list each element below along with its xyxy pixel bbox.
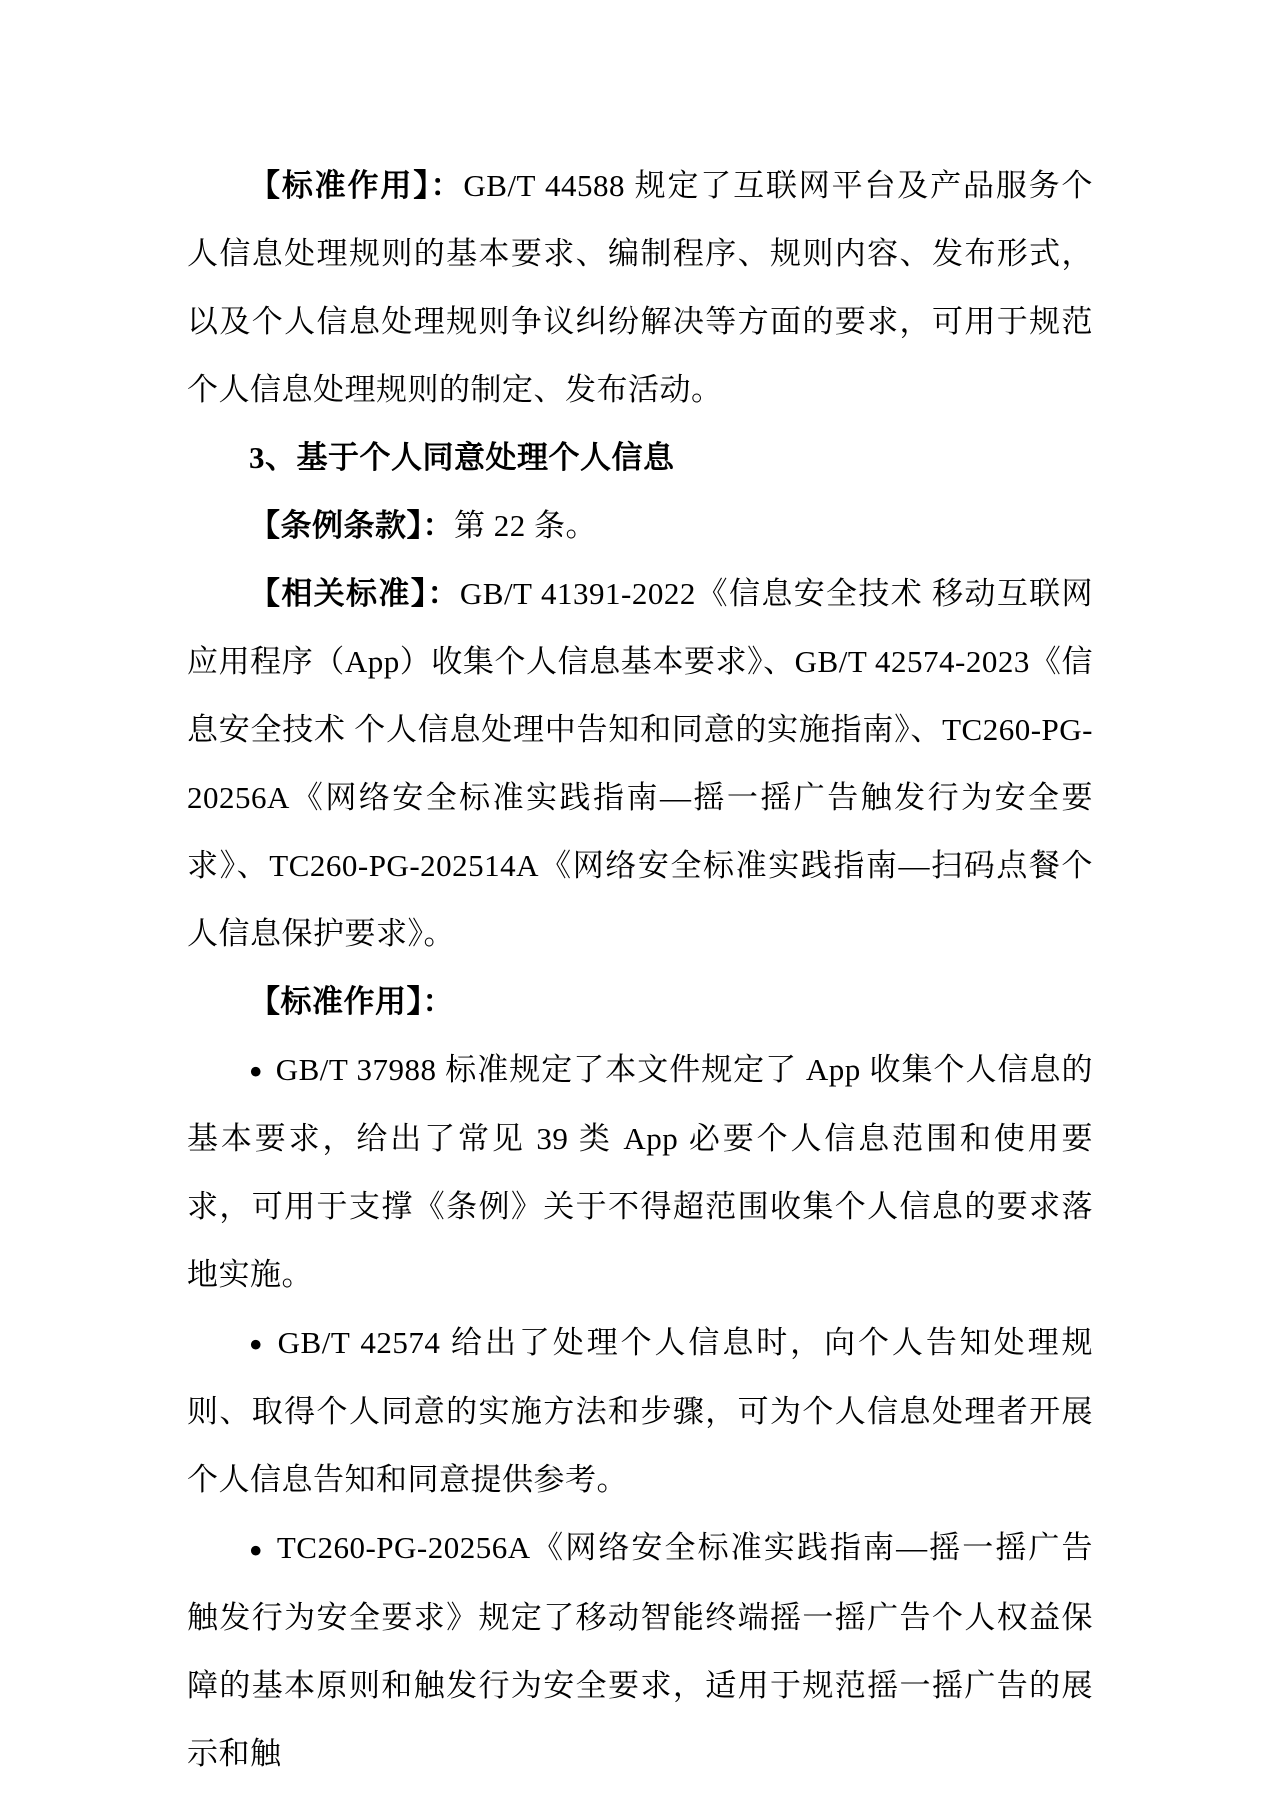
paragraph-standard-role-header xyxy=(187,968,1093,1036)
paragraph-text: GB/T 41391-2022《信息安全技术 移动互联网应用程序（App）收集个人信息基本要求》、GB/T 42574-2023《信息安全技术 个人信息处理中告知和同意的实施指南》、TC260-PG-20256A《网络安全标准实践指南—摇一摇广告触发行为安全要求》、TC260-PG-202514A《网络安全标准实践指南—扫码点餐个人信息保护要求》。 xyxy=(187,576,1093,951)
bullet-text: TC260-PG-20256A《网络安全标准实践指南—摇一摇广告触发行为安全要求》规定了移动智能终端摇一摇广告个人权益保障的基本原则和触发行为安全要求，适用于规范摇一摇广告的展示和触 xyxy=(187,1530,1093,1771)
bullet-item-gbt42574 xyxy=(187,1309,1093,1514)
bullet-icon: ● xyxy=(249,1536,265,1562)
paragraph-standard-role-gbt44588 xyxy=(187,152,1093,424)
paragraph-label-related-standards: 【相关标准】： xyxy=(249,576,460,611)
bullet-text: GB/T 42574 给出了处理个人信息时，向个人告知处理规则、取得个人同意的实施方法和步骤，可为个人信息处理者开展个人信息告知和同意提供参考。 xyxy=(187,1325,1093,1498)
bullet-icon: ● xyxy=(249,1058,264,1084)
section-heading-consent: 3、基于个人同意处理个人信息 xyxy=(249,440,675,475)
paragraph-label-regulation-clause: 【条例条款】： xyxy=(249,508,454,543)
bullet-icon: ● xyxy=(249,1331,266,1357)
paragraph-label-standard-role: 【标准作用】： xyxy=(249,984,454,1019)
bullet-text: GB/T 37988 标准规定了本文件规定了 App 收集个人信息的基本要求，给出了常见 39 类 App 必要个人信息范围和使用要求，可用于支撑《条例》关于不得超范围收集个人信息的要求落地实施。 xyxy=(187,1052,1093,1293)
bullet-item-gbt37988 xyxy=(187,1036,1093,1309)
paragraph-label-standard-role: 【标准作用】： xyxy=(249,168,464,203)
paragraph-regulation-clause xyxy=(187,492,1093,560)
paragraph-text: GB/T 44588 规定了互联网平台及产品服务个人信息处理规则的基本要求、编制程序、规则内容、发布形式，以及个人信息处理规则争议纠纷解决等方面的要求，可用于规范个人信息处理规则的制定、发布活动。 xyxy=(187,168,1093,407)
paragraph-text: 第 22 条。 xyxy=(454,508,597,543)
bullet-item-tc260 xyxy=(187,1514,1093,1787)
document-body xyxy=(187,152,1093,1788)
paragraph-related-standards xyxy=(187,560,1093,968)
